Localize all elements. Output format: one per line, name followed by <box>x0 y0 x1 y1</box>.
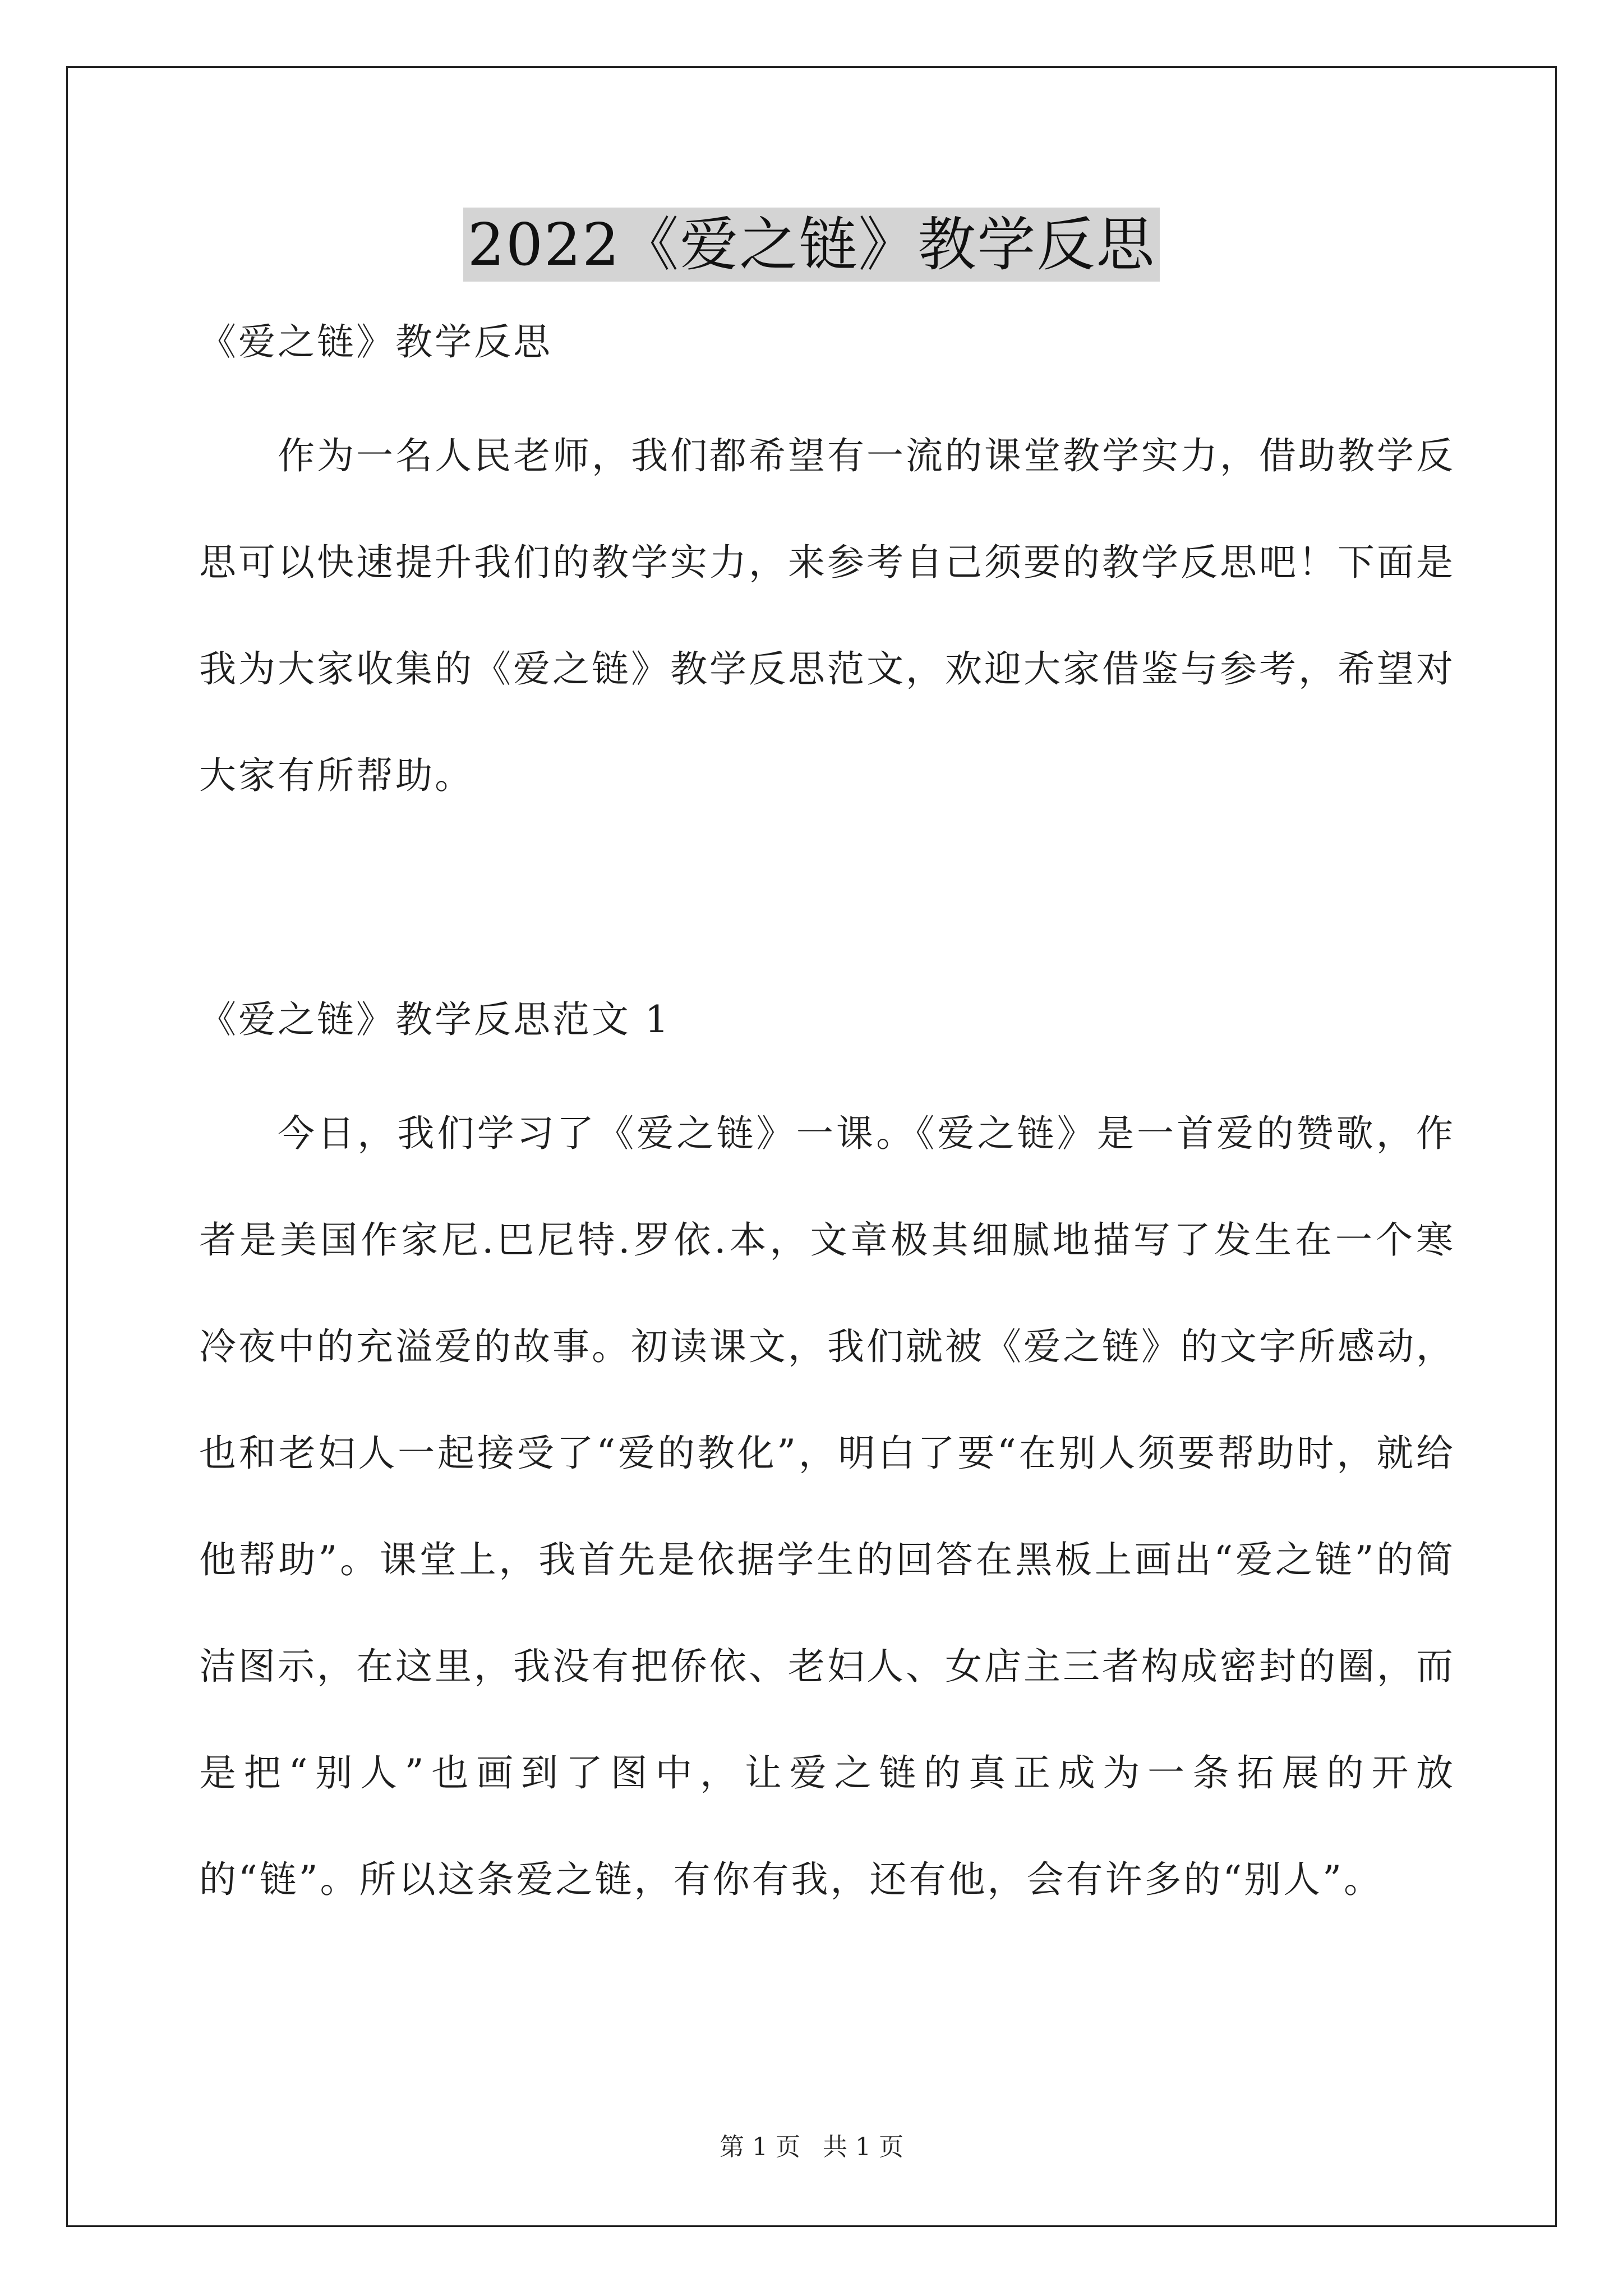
intro-paragraph: 作为一名人民老师，我们都希望有一流的课堂教学实力，借助教学反思可以快速提升我们的教学实力，来参考自己须要的教学反思吧！下面是我为大家收集的《爱之链》教学反思范文，欢迎大家借鉴与参考，希望对大家有所帮助。 <box>199 434 1455 797</box>
page-total: 共 1 页 <box>823 2133 903 2161</box>
document-subtitle: 《爱之链》教学反思 <box>199 320 552 364</box>
title-wrapper <box>0 208 1623 282</box>
page-footer <box>0 2132 1623 2163</box>
document-title: 2022《爱之链》教学反思 <box>463 208 1160 282</box>
page-number: 第 1 页 <box>720 2133 800 2161</box>
section-heading: 《爱之链》教学反思范文 1 <box>199 998 671 1041</box>
section-paragraph: 今日，我们学习了《爱之链》一课。《爱之链》是一首爱的赞歌，作者是美国作家尼.巴尼特.罗依.本，文章极其细腻地描写了发生在一个寒冷夜中的充溢爱的故事。初读课文，我们就被《爱之链》的文字所感动，也和老妇人一起接受了“爱的教化”，明白了要“在别人须要帮助时，就给他帮助”。课堂上，我首先是依据学生的回答在黑板上画出“爱之链”的简洁图示，在这里，我没有把侨依、老妇人、女店主三者构成密封的圈，而是把“别人”也画到了图中，让爱之链的真正成为一条拓展的开放的“链”。所以这条爱之链，有你有我，还有他，会有许多的“别人”。 <box>199 1112 1455 1901</box>
